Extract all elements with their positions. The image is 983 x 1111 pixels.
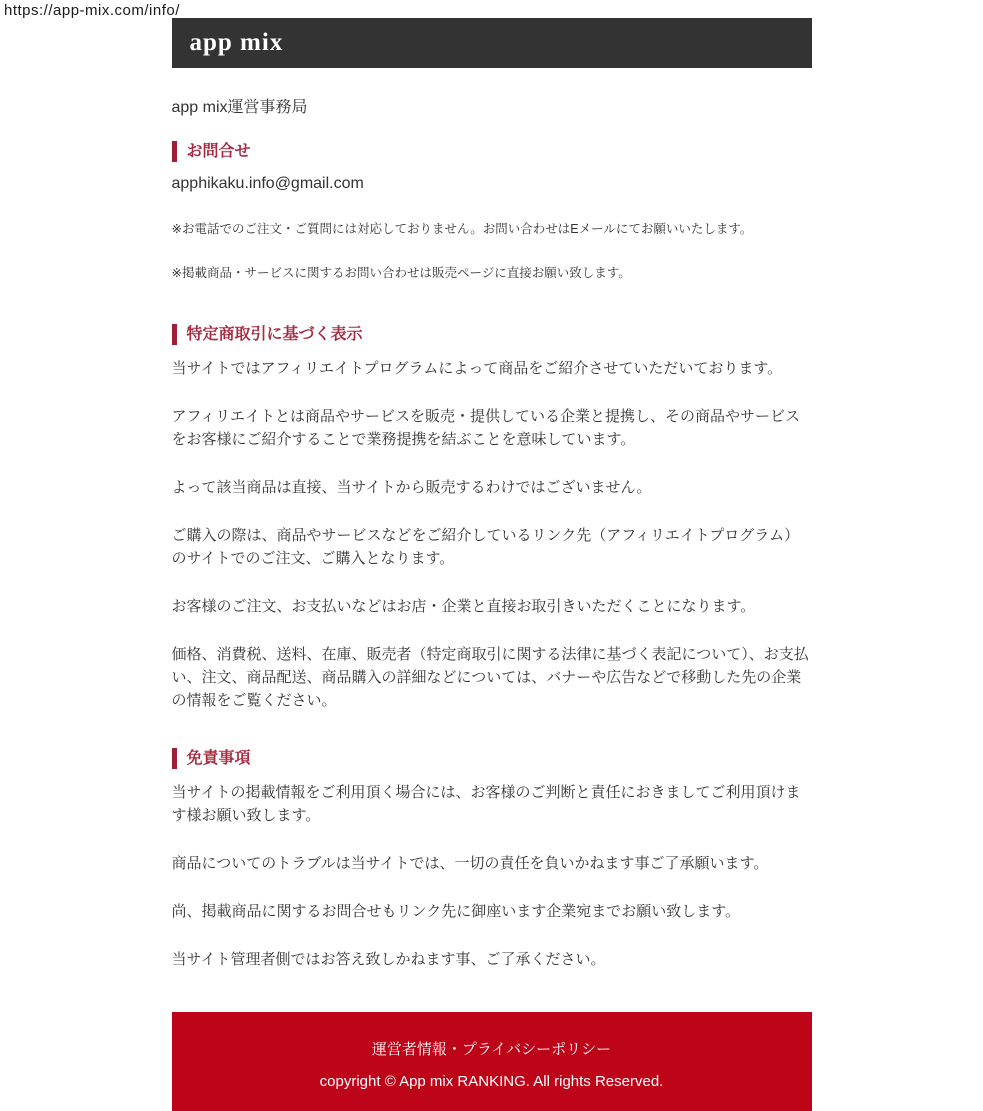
info-paragraph: よって該当商品は直接、当サイトから販売するわけではございません。 <box>171 479 652 496</box>
site-title-logo[interactable]: app mix <box>189 29 284 56</box>
section-heading-transactions: 特定商取引に基づく表示 <box>172 324 812 345</box>
contact-email: apphikaku.info@gmail.com <box>171 175 364 192</box>
section-heading-contact: お問合せ <box>172 141 812 162</box>
info-paragraph: 商品についてのトラブルは当サイトでは、一切の責任を負いかねます事ご了承願います。 <box>171 855 769 872</box>
info-paragraph: 価格、消費税、送料、在庫、販売者（特定商取引に関する法律に基づく表記について）、お支払い、注文、商品配送、商品購入の詳細などについては、バナーや広告などで移動した先の企業の情報をご覧ください。 <box>171 646 809 709</box>
transactions-section <box>172 357 812 712</box>
info-paragraph: 当サイトの掲載情報をご利用頂く場合には、お客様のご判断と責任におきましてご利用頂けます様お願い致します。 <box>171 784 801 824</box>
info-paragraph: 当サイト管理者側ではお答え致しかねます事、ご了承ください。 <box>171 951 606 968</box>
office-name: app mix運営事務局 <box>171 99 308 116</box>
page-container <box>172 0 812 1111</box>
copyright-text: copyright © App mix RANKING. All rights Reserved. <box>319 1073 664 1090</box>
page-url: https://app-mix.com/info/ <box>4 2 180 19</box>
info-paragraph: 当サイトではアフィリエイトプログラムによって商品をご紹介させていただいております。 <box>171 360 783 377</box>
site-footer <box>172 1012 812 1111</box>
info-paragraph: アフィリエイトとは商品やサービスを販売・提供している企業と提携し、その商品やサービスをお客様にご紹介することで業務提携を結ぶことを意味しています。 <box>171 408 801 448</box>
contact-note: ※お電話でのご注文・ご質問には対応しておりません。お問い合わせはEメールにてお願いいたします。 <box>171 222 753 236</box>
disclaimer-section <box>172 781 812 971</box>
section-heading-disclaimer: 免責事項 <box>172 748 812 769</box>
info-paragraph: 尚、掲載商品に関するお問合せもリンク先に御座います企業宛までお願い致します。 <box>171 903 741 920</box>
info-paragraph: ご購入の際は、商品やサービスなどをご紹介しているリンク先（アフィリエイトプログラム）のサイトでのご注文、ご購入となります。 <box>171 527 800 567</box>
info-paragraph: お客様のご注文、お支払いなどはお店・企業と直接お取引きいただくことになります。 <box>171 598 756 615</box>
site-header <box>172 18 812 68</box>
contact-note: ※掲載商品・サービスに関するお問い合わせは販売ページに直接お願い致します。 <box>171 266 631 280</box>
privacy-policy-link[interactable]: 運営者情報・プライバシーポリシー <box>371 1041 612 1058</box>
